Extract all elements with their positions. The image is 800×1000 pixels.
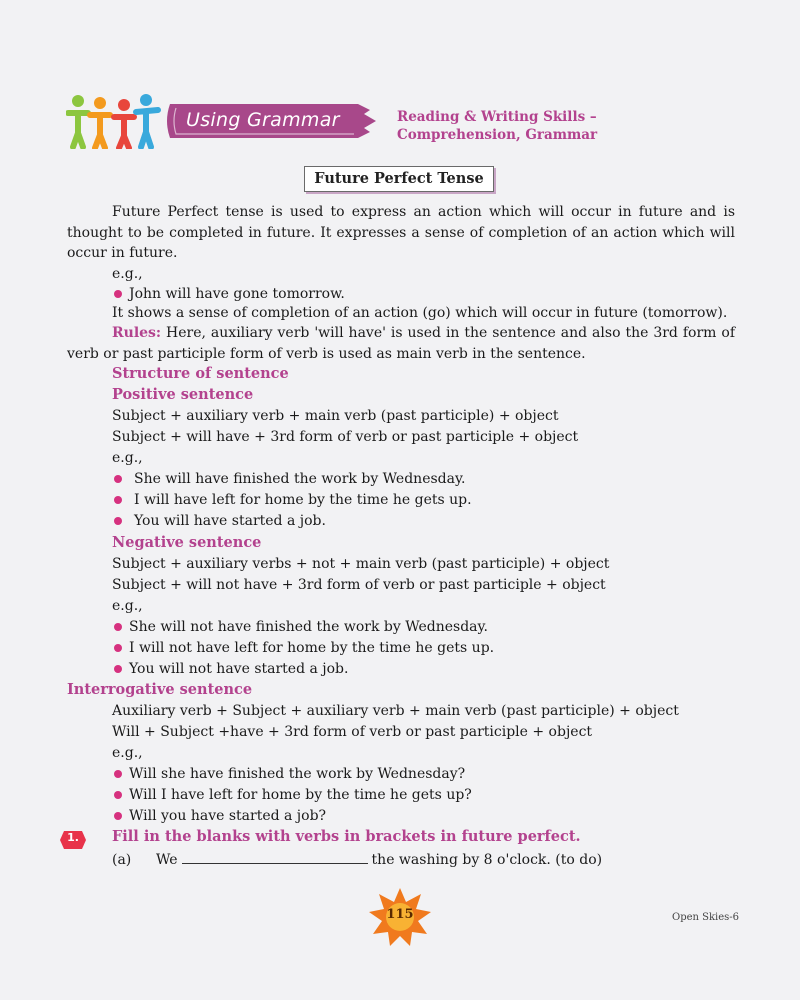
negative-eg-label: e.g.,	[112, 598, 143, 614]
interrogative-formula-1: Auxiliary verb + Subject + auxiliary verb + main verb (past participle) + object	[112, 703, 679, 719]
negative-example: You will not have started a job.	[129, 661, 349, 677]
bullet-icon	[114, 791, 122, 799]
negative-formula-2: Subject + will not have + 3rd form of verb or past participle + object	[112, 577, 606, 593]
bullet-icon	[114, 812, 122, 820]
section-title: Future Perfect Tense	[304, 166, 494, 192]
bullet-icon	[114, 290, 122, 298]
bullet-icon	[114, 770, 122, 778]
exercise-item	[156, 850, 602, 870]
bullet-icon	[114, 665, 122, 673]
intro-example: John will have gone tomorrow.	[129, 286, 345, 302]
positive-formula-1: Subject + auxiliary verb + main verb (past participle) + object	[112, 408, 559, 424]
bullet-icon	[114, 496, 122, 504]
exercise-item-end: the washing by 8 o'clock. (to do)	[371, 852, 603, 868]
structure-heading: Structure of sentence	[112, 365, 289, 382]
interrogative-example: Will I have left for home by the time he gets up?	[129, 787, 472, 803]
rules-text: Here, auxiliary verb 'will have' is used in the sentence and also the 3rd form of verb or past participle form of verb is used as main verb in the sentence.	[67, 325, 735, 362]
positive-example: I will have left for home by the time he gets up.	[134, 492, 472, 508]
intro-paragraph: Future Perfect tense is used to express an action which will occur in future and is thought to be completed in future. It expresses a sense of completion of an action which will occur in future.	[67, 204, 735, 261]
interrogative-example: Will she have finished the work by Wednesday?	[129, 766, 466, 782]
intro-explanation: It shows a sense of completion of an action (go) which will occur in future (tomorrow).	[112, 305, 728, 321]
skills-line-2: Comprehension, Grammar	[397, 127, 598, 143]
negative-formula-1: Subject + auxiliary verbs + not + main verb (past participle) + object	[112, 556, 610, 572]
question-number: 1.	[67, 831, 79, 844]
children-logo-icon	[66, 93, 162, 149]
bullet-icon	[114, 475, 122, 483]
skills-heading	[397, 108, 597, 144]
interrogative-heading: Interrogative sentence	[67, 681, 253, 698]
negative-heading: Negative sentence	[112, 534, 262, 551]
positive-heading: Positive sentence	[112, 386, 254, 403]
eg-label: e.g.,	[112, 266, 143, 282]
bullet-icon	[114, 517, 122, 525]
negative-example: I will not have left for home by the time he gets up.	[129, 640, 495, 656]
answer-blank[interactable]	[182, 851, 368, 864]
page-number: 115	[386, 907, 414, 922]
exercise-item-start: We	[156, 852, 178, 868]
book-footer: Open Skies-6	[672, 912, 740, 923]
positive-example: She will have finished the work by Wednesday.	[134, 471, 466, 487]
exercise-instruction: Fill in the blanks with verbs in brackets in future perfect.	[112, 828, 581, 845]
interrogative-example: Will you have started a job?	[129, 808, 327, 824]
interrogative-formula-2: Will + Subject +have + 3rd form of verb or past participle + object	[112, 724, 593, 740]
rules-paragraph	[67, 323, 735, 364]
banner-title: Using Grammar	[186, 109, 340, 131]
exercise-item-label: (a)	[112, 852, 132, 868]
negative-example: She will not have finished the work by Wednesday.	[129, 619, 488, 635]
rules-label: Rules:	[112, 325, 162, 341]
bullet-icon	[114, 644, 122, 652]
skills-line-1: Reading & Writing Skills –	[397, 109, 597, 125]
interrogative-eg-label: e.g.,	[112, 745, 143, 761]
bullet-icon	[114, 623, 122, 631]
positive-example: You will have started a job.	[134, 513, 326, 529]
positive-eg-label: e.g.,	[112, 450, 143, 466]
positive-formula-2: Subject + will have + 3rd form of verb or past participle + object	[112, 429, 579, 445]
